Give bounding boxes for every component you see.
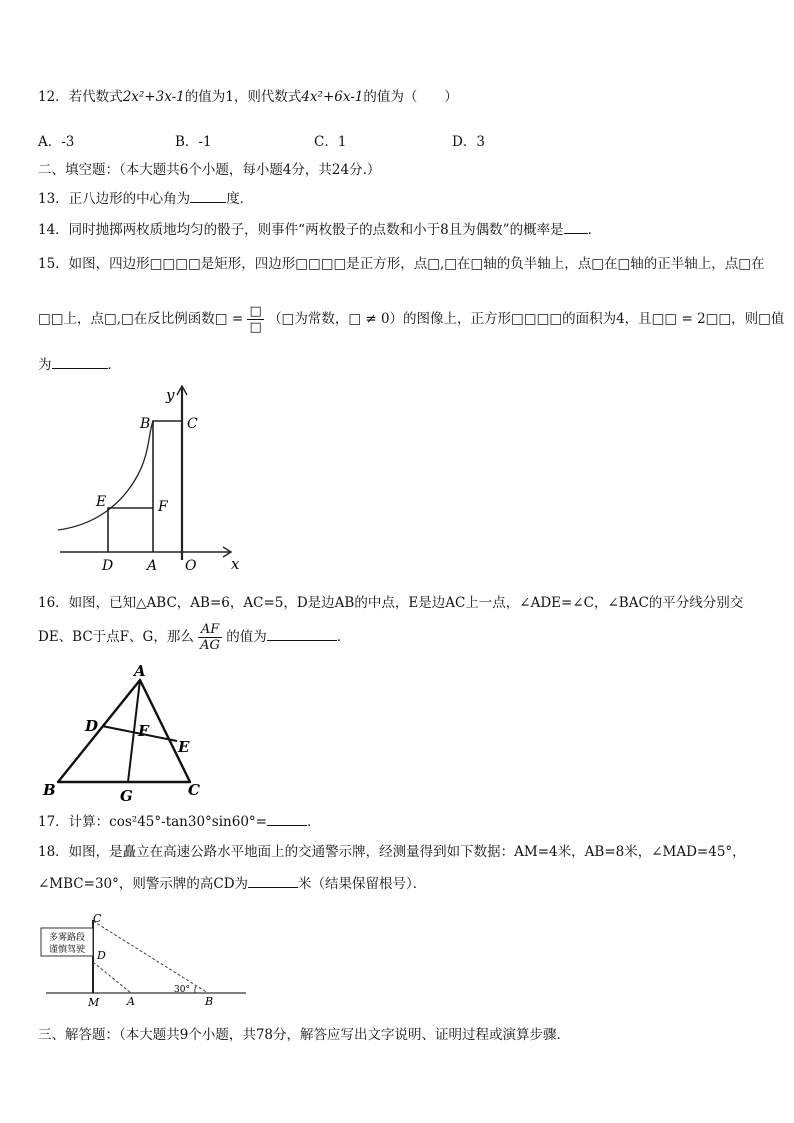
q18-line-ad: [93, 962, 131, 993]
q15-label-A: A: [147, 558, 158, 574]
q18-sign-figure: [38, 910, 253, 1012]
section-2-heading: 二、填空题：（本大题共6个小题，每小题4分，共24分.）: [38, 162, 381, 178]
q18-label-M: M: [88, 996, 100, 1009]
q12-line: 12．若代数式2x²+3x-1的值为1，则代数式4x²+6x-1的值为（ ）: [38, 89, 458, 105]
q16-label-A: A: [134, 662, 146, 680]
q12-option-a: A．-3: [38, 134, 75, 150]
q15-label-E: E: [96, 494, 107, 510]
q18-sign-text-1: 多雾路段: [48, 933, 86, 943]
q15-label-C: C: [187, 416, 198, 432]
q16-label-B: B: [43, 781, 56, 799]
q15-label-D: D: [102, 558, 114, 574]
q15-answer-blank: [52, 354, 108, 369]
q16-label-D: D: [85, 717, 99, 735]
q17-line: 17．计算：cos²45°-tan30°sin60°= ．: [38, 811, 320, 831]
q16-label-E: E: [178, 738, 190, 756]
q15-label-O: O: [185, 558, 197, 574]
q18-angle-arc: [195, 986, 196, 993]
q12-expr1: 2x²+3x-1: [122, 89, 185, 105]
q12-option-c: C．1: [314, 134, 347, 150]
q15-label-x: x: [231, 555, 240, 573]
q16-label-G: G: [120, 787, 133, 805]
q15-figure: [40, 380, 250, 578]
q15-label-F: F: [158, 499, 168, 515]
q15-label-B: B: [140, 416, 151, 432]
q12-expr2: 4x²+6x-1: [301, 89, 364, 105]
q16-triangle-figure: [40, 660, 220, 805]
q13-answer-blank: [190, 188, 226, 203]
q17-answer-blank: [267, 811, 307, 826]
q18-label-B: B: [205, 995, 214, 1008]
q18-label-C: C: [93, 912, 102, 925]
q16-line-1: 16．如图，已知△ABC，AB=6，AC=5，D是边AB的中点，E是边AC上一点，∠ADE=∠C，∠BAC的平分线分别交: [38, 595, 744, 611]
q16-line-2: DE、BC于点F、G，那么 $\frac{AF}{AG}$ 的值为 ．: [38, 622, 351, 653]
q15-line-3: 为 ．: [38, 354, 121, 374]
q15-line-2: □□上，点□,□在反比例函数□ = $\frac{□}{□}$ （□为常数，□ ≠ 0）的图像上，正方形□□□□的面积为4，且□□ = 2□□，则□值: [38, 304, 785, 335]
q16-fraction: $\frac{AF}{AG}$: [200, 622, 220, 653]
q18-line-1: 18．如图，是矗立在高速公路水平地面上的交通警示牌，经测量得到如下数据：AM=4米，AB=8米，∠MAD=45°，: [38, 844, 746, 860]
q15-hyperbola-curve: [58, 421, 153, 530]
q15-rectangle: [153, 421, 182, 552]
q18-line-2: ∠MBC=30°，则警示牌的高CD为 米（结果保留根号）．: [38, 873, 426, 893]
q18-label-A: A: [127, 995, 135, 1008]
q18-angle-label: 30°: [174, 985, 190, 995]
q15-square: [108, 508, 153, 552]
q14-line: 14．同时抛掷两枚质地均匀的骰子，则事件“两枚骰子的点数和小于8且为偶数”的概率是 ．: [38, 219, 601, 239]
section-3-heading: 三、解答题：（本大题共9个小题，共78分，解答应写出文字说明、证明过程或演算步骤．: [38, 1027, 571, 1043]
q15-fraction: $\frac{□}{□}$: [249, 304, 262, 335]
q18-line-bc: [93, 921, 208, 993]
q15-line-1: 15．如图，四边形□□□□是矩形，四边形□□□□是正方形，点□,□在□轴的负半轴上，点□在□轴的正半轴上，点□在: [38, 256, 765, 272]
q16-answer-blank: [267, 626, 337, 641]
q12-option-b: B．-1: [175, 134, 212, 150]
q18-sign-text-2: 谨慎驾驶: [48, 945, 86, 955]
q12-option-d: D．3: [452, 134, 485, 150]
q15-label-y: y: [166, 386, 175, 404]
q16-label-F: F: [138, 722, 149, 740]
q13-line: 13．正八边形的中心角为 度．: [38, 188, 253, 208]
q18-label-D: D: [97, 949, 106, 962]
q18-answer-blank: [248, 873, 298, 888]
q16-label-C: C: [188, 781, 200, 799]
q14-answer-blank: [564, 219, 588, 234]
